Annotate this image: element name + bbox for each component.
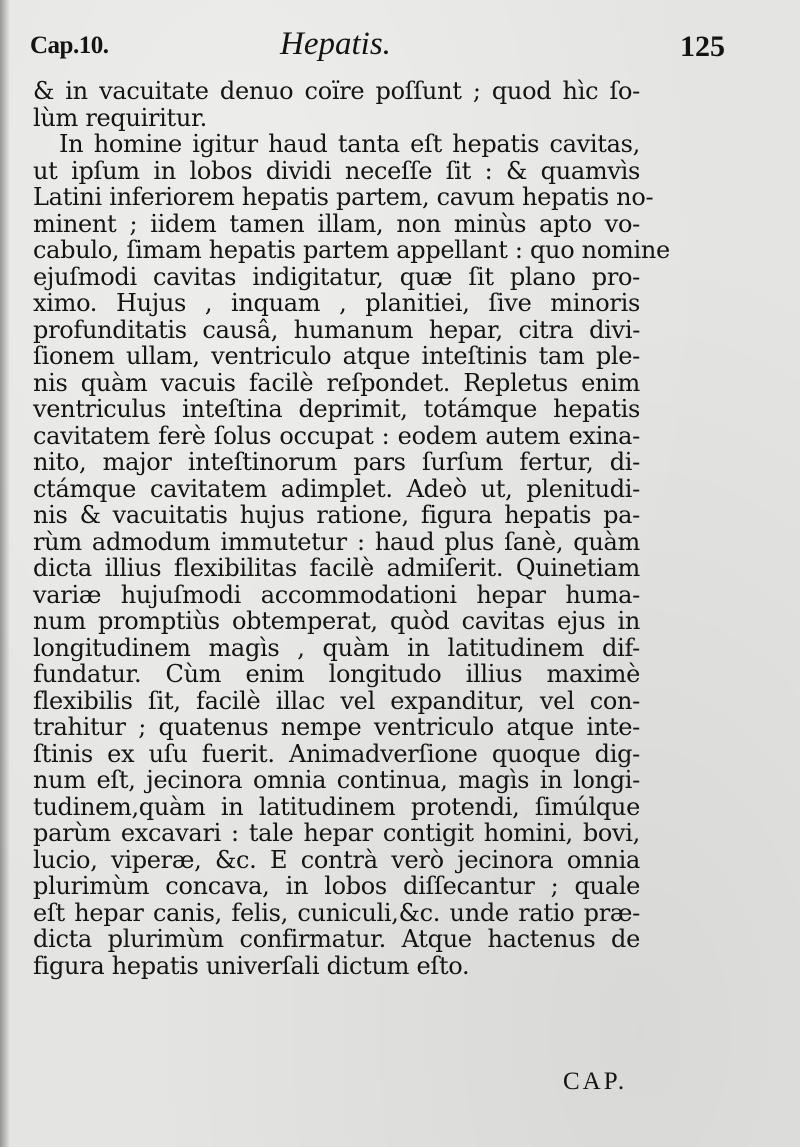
text-line: rùm admodum immutetur : haud plus ſanè, quàm [33,527,640,556]
text-line: longitudinem magìs , quàm in latitudinem dif- [33,633,640,662]
text-line: figura hepatis univerſali dictum eſto. [33,951,470,980]
text-line: ſtinis ex uſu fuerit. Animadverſione quoque dig- [33,739,640,768]
text-line: tudinem,quàm in latitudinem protendi, ſimúlque [33,792,640,821]
running-title: Hepatis. [280,26,391,62]
text-line: profunditatis causâ, humanum hepar, citra divi- [33,315,640,344]
text-line: ejuſmodi cavitas indigitatur, quæ ſit plano pro- [33,262,640,291]
text-line: Latini inferiorem hepatis partem, cavum hepatis no- [33,183,654,211]
text-line: num promptiùs obtemperat, quòd cavitas ejus in [33,607,640,635]
text-line: nis & vacuitatis hujus ratione, figura hepatis pa- [33,501,640,529]
text-line: In homine igitur haud tanta eſt hepatis cavitas, [59,130,640,158]
text-line: ctámque cavitatem adimplet. Adeò ut, plenitudi- [33,474,640,503]
text-line: trahitur ; quatenus nempe ventriculo atque inte- [33,713,640,741]
text-line: lùm requiritur. [33,103,207,132]
text-line: dicta plurimùm confirmatur. Atque hactenus de [33,925,640,953]
text-line: cavitatem ferè ſolus occupat : eodem autem exina- [33,421,640,450]
text-line: nis quàm vacuis facilè reſpondet. Repletus enim [33,368,640,397]
text-line: cabulo, ſimam hepatis partem appellant : quo nomine [33,236,670,264]
chapter-label: Cap.10. [30,32,109,59]
text-line: fundatur. Cùm enim longitudo illius maximè [33,660,640,688]
text-line: & in vacuitate denuo coïre poſſunt ; quod hìc ſo- [33,77,640,105]
text-line: lucio, viperæ, &c. E contrà verò jecinora omnia [33,845,640,874]
catchword: CAP. [563,1068,628,1095]
text-line: dicta illius flexibilitas facilè admiſerit. Quinetiam [33,554,640,582]
text-line: eſt hepar canis, felis, cuniculi,&c. unde ratio præ- [33,898,640,927]
text-line: parùm excavari : tale hepar contigit homini, bovi, [33,819,640,847]
text-line: nito, major inteſtinorum pars ſurſum fertur, di- [33,448,640,476]
text-line: ximo. Hujus , inquam , planitiei, ſive minoris [33,289,640,317]
text-line: ventriculus inteſtina deprimit, totámque hepatis [33,395,640,423]
text-line: ut ipſum in lobos dividi neceſſe ſit : & quamvìs [33,156,640,185]
text-line: ſionem ullam, ventriculo atque inteſtinis tam ple- [33,342,640,370]
page-gutter-shadow [0,0,10,1147]
running-header [30,22,725,66]
text-line: plurimùm concava, in lobos diſſecantur ; quale [33,872,640,900]
text-line: variæ hujuſmodi accommodationi hepar huma- [33,580,640,609]
text-line: flexibilis ſit, facilè illac vel expanditur, vel con- [33,686,640,715]
text-line: minent ; iidem tamen illam, non minùs apto vo- [33,209,640,238]
page-number: 125 [680,30,725,63]
body-text [33,77,670,980]
text-line: num eſt, jecinora omnia continua, magìs in longi- [33,766,640,794]
